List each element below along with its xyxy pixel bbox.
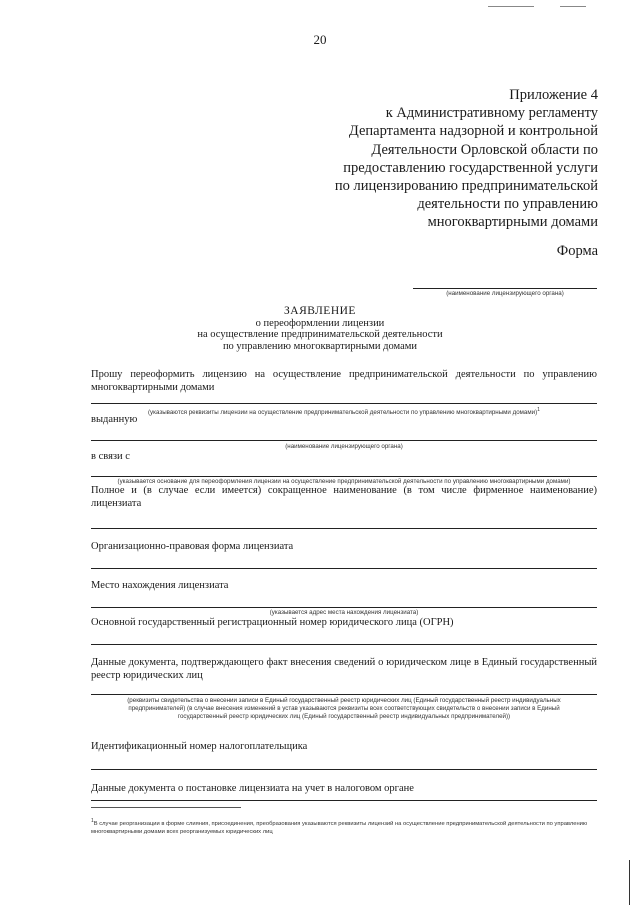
footnote-ref: 1 [537,407,540,413]
inn-label: Идентификационный номер налогоплательщика [91,741,308,752]
appendix-line: деятельности по управлению [417,196,598,213]
appendix-line: предоставлению государственной услуги [343,159,598,176]
fullname-label: Полное и (в случае если имеется) сокращенное наименование (в том числе фирменное наименование) лицензиата [91,485,597,509]
location-hint: (указывается адрес места нахождения лицензиата) [269,609,419,616]
request-text: Прошу переоформить лицензию на осуществление предпринимательской деятельности по управлению многоквартирными домами [91,369,597,393]
license-details-hint-text: (указываются реквизиты лицензии на осуществление предпринимательской деятельности по управлению многоквартирными домами) [148,409,538,417]
license-details-field[interactable] [91,403,597,404]
location-field[interactable] [91,607,597,608]
title-line: по управлению многоквартирными домами [222,340,418,352]
appendix-line: Департамента надзорной и контрольной [348,123,598,140]
registry-doc-hint-line: предпринимателей) (в случае внесения изменений в устав указываются реквизиты всех соответствующих свидетельств о внесении записи в Единый [128,705,560,712]
tax-doc-field[interactable] [91,800,597,801]
form-label: Форма [556,243,598,259]
registry-doc-hint-line: (реквизиты свидетельства о внесении записи в Единый государственный реестр юридических лиц (Единый государственный реестр индивидуальных [127,697,561,704]
title-main: ЗАЯВЛЕНИЕ [284,305,356,317]
authority-field[interactable] [413,288,597,289]
issuer-field[interactable] [91,440,597,441]
title-line: на осуществление предпринимательской деятельности [197,329,443,340]
reason-hint: (указывается основание для переоформления лицензии на осуществление предпринимательской деятельности по управлению многоквартирными домами) [117,478,571,485]
top-scan-mark [488,6,534,7]
title-line: о переоформлении лицензии [255,317,385,329]
registry-doc-field[interactable] [91,694,597,695]
appendix-header [278,86,598,232]
reason-label: в связи с [91,451,130,462]
top-scan-mark [560,6,586,7]
issued-label: выданную [91,414,138,425]
appendix-line: многоквартирными домами [427,214,598,231]
registry-doc-hint [91,697,597,721]
page-number: 20 [313,32,327,47]
inn-field[interactable] [91,769,597,770]
form-title [0,306,640,352]
registry-doc-hint-line: государственный реестр юридических лиц (Единый государственный реестр индивидуальных предпринимателей)) [177,713,511,720]
appendix-line: по лицензированию предпринимательской [334,178,598,195]
location-label: Место нахождения лицензиата [91,580,229,591]
ogrn-label: Основной государственный регистрационный номер юридического лица (ОГРН) [91,617,454,628]
appendix-line: Деятельности Орловской области по [371,141,598,158]
ogrn-field[interactable] [91,644,597,645]
scan-edge-mark [629,860,630,905]
legal-form-label: Организационно-правовая форма лицензиата [91,541,294,552]
fullname-field[interactable] [91,528,597,529]
license-details-hint [91,406,597,417]
registry-doc-label: Данные документа, подтверждающего факт внесения сведений о юридическом лице в Единый государственный реестр юридических лиц [91,657,597,681]
authority-hint: (наименование лицензирующего органа) [446,290,564,297]
reason-field[interactable] [91,476,597,477]
appendix-line: к Административному регламенту [385,105,598,122]
footnote-text: В случае реорганизации в форме слияния, присоединения, преобразования указываются реквизиты лицензий на осуществление предпринимательской деятельности по управлению многоквартирными домами всех реорганизуемых юридических лиц [91,820,588,835]
footnote-separator [91,807,241,808]
footnote [91,817,601,836]
tax-doc-label: Данные документа о постановке лицензиата на учет в налоговом органе [91,783,414,794]
footnote-marker: 1 [91,818,94,824]
legal-form-field[interactable] [91,568,597,569]
appendix-line: Приложение 4 [509,87,598,103]
issuer-hint: (наименование лицензирующего органа) [285,443,403,450]
